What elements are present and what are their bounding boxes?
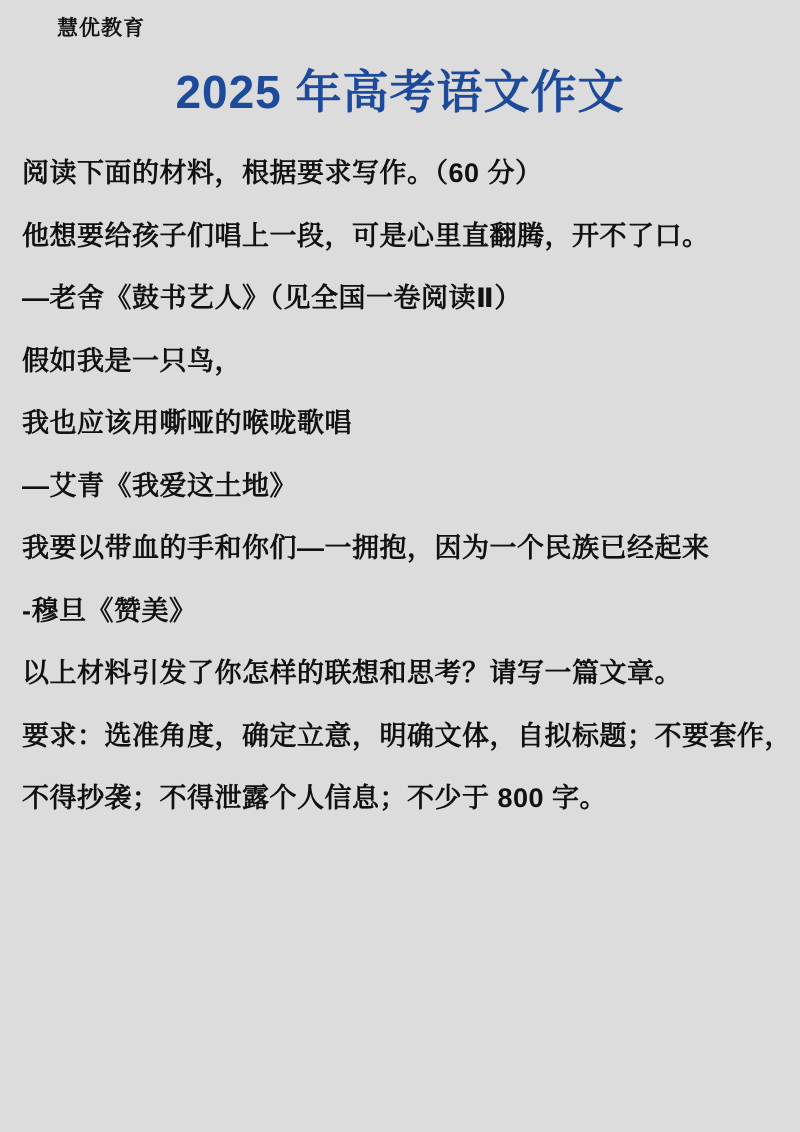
brand-logo-text: 慧优教育 <box>57 17 145 40</box>
task-statement-line: 以上材料引发了你怎样的联想和思考？请写一篇文章。 <box>22 658 682 688</box>
essay-prompt-body <box>22 142 792 830</box>
quote-attribution-laoshe: —老舍《鼓书艺人》（见全国一卷阅读Ⅱ） <box>22 283 522 313</box>
material-quote-line: 假如我是一只鸟， <box>22 345 242 376</box>
requirements-line: 要求：选准角度，确定立意，明确文体，自拟标题；不要套作， <box>22 720 792 751</box>
requirements-line: 不得抄袭；不得泄露个人信息；不少于 800 字。 <box>22 783 608 813</box>
page-title: 2025 年高考语文作文 <box>175 66 625 118</box>
prompt-instruction-line: 阅读下面的材料，根据要求写作。（60 分） <box>22 158 543 188</box>
quote-attribution-aiqing: —艾青《我爱这土地》 <box>22 470 297 501</box>
material-quote-line: 我也应该用嘶哑的喉咙歌唱 <box>22 408 352 438</box>
material-quote-line: 他想要给孩子们唱上一段，可是心里直翻腾，开不了口。 <box>22 220 710 251</box>
quote-attribution-mudan: -穆旦《赞美》 <box>22 595 197 626</box>
material-quote-line: 我要以带血的手和你们—一拥抱，因为一个民族已经起来 <box>22 533 710 563</box>
